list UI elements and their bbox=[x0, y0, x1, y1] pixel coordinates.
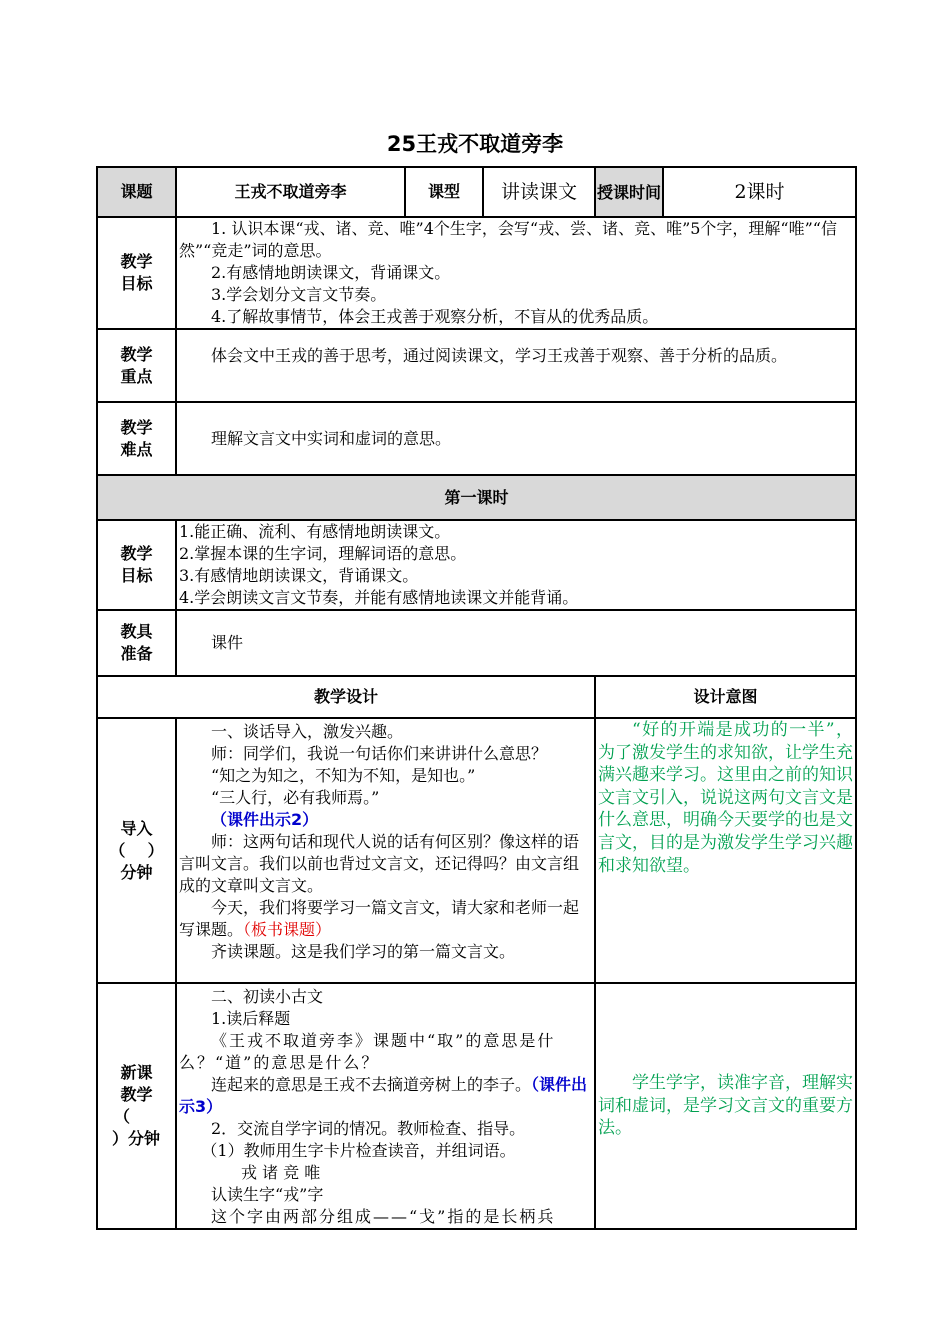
difficulty-text: 理解文言文中实词和虚词的意思。 bbox=[211, 428, 452, 448]
difficulty-content bbox=[176, 402, 856, 475]
first-goal-item: 2.掌握本课的生字词，理解词语的意思。 bbox=[179, 544, 467, 563]
goals-label: 教学目标 bbox=[97, 217, 176, 329]
prep-label: 教具准备 bbox=[97, 610, 176, 676]
type-value: 讲读课文 bbox=[483, 167, 595, 217]
page-title: 25王戎不取道旁李 bbox=[386, 132, 564, 156]
header-row bbox=[97, 167, 856, 217]
focus-content bbox=[176, 329, 856, 402]
newlesson-intent: 学生学字，读准字音，理解实词和虚词，是学习文言文的重要方法。 bbox=[595, 983, 856, 1229]
first-goals-content bbox=[176, 520, 856, 610]
board-note: （板书课题） bbox=[243, 920, 332, 939]
goal-item: 2.有感情地朗读课文，背诵课文。 bbox=[211, 263, 451, 282]
goal-item: 4.了解故事情节，体会王戎善于观察分析，不盲从的优秀品质。 bbox=[211, 307, 659, 326]
focus-row bbox=[97, 329, 856, 402]
courseware-note: （课件出示3） bbox=[179, 1075, 588, 1116]
goals-row bbox=[97, 217, 856, 329]
goals-content bbox=[176, 217, 856, 329]
topic-label: 课题 bbox=[97, 167, 176, 217]
prep-text: 课件 bbox=[211, 633, 244, 652]
intro-label: 导入 （ ） 分钟 bbox=[97, 718, 176, 983]
first-goal-item: 3.有感情地朗读课文，背诵课文。 bbox=[179, 566, 419, 585]
design-col-header: 教学设计 bbox=[97, 676, 595, 718]
newlesson-content: 二、初读小古文 1.读后释题 《王戎不取道旁李》课题中“取”的意思是什么？“道”的意思是什么？ 连起来的意思是王戎不去摘道旁树上的李子。（课件出示3） 2．交流自学字词的情况。教师检查、指导。 （1）教师用生字卡片检查读音，并组词语。 戎 诸 竞 唯 认读生字“戎”字 这个字由两部分组成——“戈”指的是长柄兵 bbox=[176, 983, 595, 1229]
first-goals-row bbox=[97, 520, 856, 610]
time-label: 授课时间 bbox=[595, 167, 663, 217]
first-goal-item: 4.学会朗读文言文节奏，并能有感情地读课文并能背诵。 bbox=[179, 588, 579, 607]
focus-label: 教学重点 bbox=[97, 329, 176, 402]
intro-intent: “好的开端是成功的一半”，为了激发学生的求知欲，让学生充满兴趣来学习。这里由之前的知识文言文引入，说说这两句文言文是什么意思，明确今天要学的也是文言文，目的是为激发学生学习兴趣和求知欲望。 bbox=[595, 718, 856, 983]
newlesson-row bbox=[97, 983, 856, 1229]
prep-content bbox=[176, 610, 856, 676]
first-lesson-row bbox=[97, 475, 856, 520]
difficulty-label: 教学难点 bbox=[97, 402, 176, 475]
courseware-note: （课件出示2） bbox=[211, 810, 319, 829]
type-label: 课型 bbox=[405, 167, 483, 217]
goal-item: 1. 认识本课“戎、诸、竞、唯”4个生字，会写“戎、尝、诸、竞、唯”5个字，理解“唯”“信然”“竞走”词的意思。 bbox=[179, 219, 837, 260]
design-header-row bbox=[97, 676, 856, 718]
focus-text: 体会文中王戎的善于思考，通过阅读课文，学习王戎善于观察、善于分析的品质。 bbox=[211, 346, 788, 365]
intro-row bbox=[97, 718, 856, 983]
lesson-plan-table bbox=[96, 166, 857, 1230]
intro-content: 一、谈话导入，激发兴趣。 师：同学们，我说一句话你们来讲讲什么意思？ “知之为知之，不知为不知，是知也。” “三人行，必有我师焉。” （课件出示2） 师：这两句话和现代人说的话有何区别？像这样的语言叫文言。我们以前也背过文言文，还记得吗？由文言组成的文章叫文言文。 今天，我们将要学习一篇文言文，请大家和老师一起写课题。（板书课题） 齐读课题。这是我们学习的第一篇文言文。 bbox=[176, 718, 595, 983]
newlesson-label: 新课 教学 （ ）分钟 bbox=[97, 983, 176, 1229]
difficulty-row bbox=[97, 402, 856, 475]
goal-item: 3.学会划分文言文节奏。 bbox=[211, 285, 387, 304]
first-lesson-heading: 第一课时 bbox=[97, 475, 856, 520]
first-goals-label: 教学目标 bbox=[97, 520, 176, 610]
first-goal-item: 1.能正确、流利、有感情地朗读课文。 bbox=[179, 522, 451, 541]
hours-value: 2课时 bbox=[663, 167, 856, 217]
topic-value: 王戎不取道旁李 bbox=[176, 167, 405, 217]
intent-col-header: 设计意图 bbox=[595, 676, 856, 718]
prep-row bbox=[97, 610, 856, 676]
